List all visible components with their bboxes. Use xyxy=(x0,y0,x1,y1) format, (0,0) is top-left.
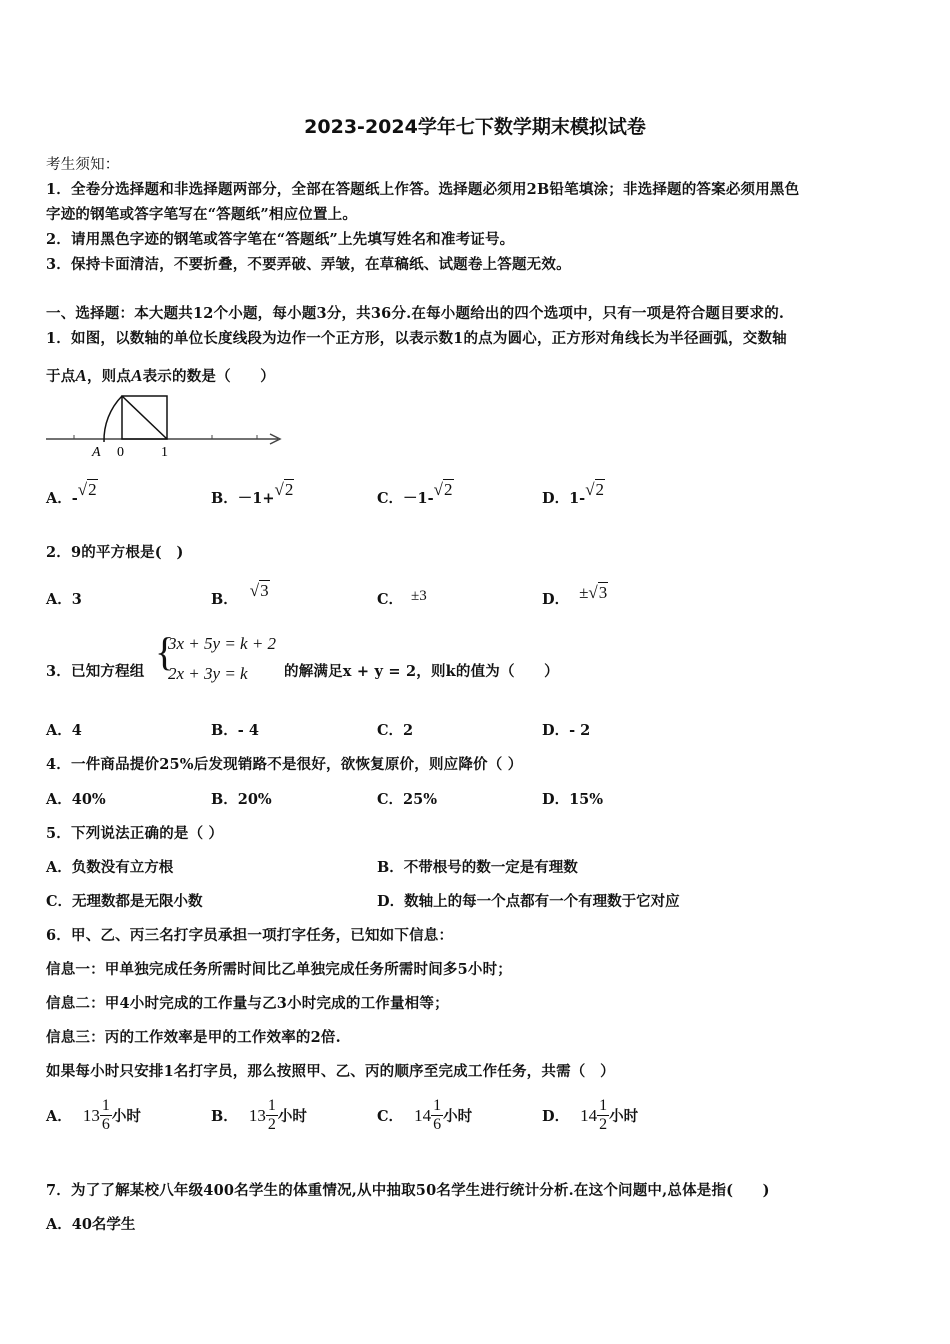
q6-info-3: 信息三：丙的工作效率是甲的工作效率的2倍. xyxy=(46,1029,341,1046)
q2-stem: 2．9的平方根是( ) xyxy=(46,544,184,561)
notice-item-1-line-2: 字迹的钢笔或答字笔写在“答题纸”相应位置上。 xyxy=(46,206,358,223)
q6-question: 如果每小时只安排1名打字员，那么按照甲、乙、丙的顺序至完成工作任务，共需（ ） xyxy=(46,1063,615,1080)
q3-option-b: B．- 4 xyxy=(211,722,259,739)
q4-option-a: A．40% xyxy=(46,791,106,808)
q6-option-d: D． 14 $\frac{1}{2}$ 小时 xyxy=(542,1097,639,1133)
q4-option-c: C．25% xyxy=(377,791,437,808)
page-title: 2023-2024学年七下数学期末模拟试卷 xyxy=(304,116,646,138)
label-a: A xyxy=(92,445,101,460)
q5-stem: 5．下列说法正确的是（ ） xyxy=(46,825,224,842)
notice-item-1-line-1: 1．全卷分选择题和非选择题两部分，全部在答题纸上作答。选择题必须用2B铅笔填涂；非选择题的答案必须用黑色 xyxy=(46,181,800,198)
q2-option-a: A．3 xyxy=(46,591,82,608)
q3-stem-suffix: 的解满足x + y = 2，则k的值为（ ） xyxy=(284,663,559,680)
q7-option-a: A．40名学生 xyxy=(46,1216,136,1233)
q3-stem-prefix: 3．已知方程组 xyxy=(46,663,145,680)
q1-option-c: C．－1-√2 xyxy=(377,480,453,507)
q3-equation-2: 2x + 3y = k xyxy=(168,664,248,683)
q5-option-a: A．负数没有立方根 xyxy=(46,859,174,876)
q4-option-d: D．15% xyxy=(542,791,604,808)
notice-item-3: 3．保持卡面清洁，不要折叠，不要弄破、弄皱，在草稿纸、试题卷上答题无效。 xyxy=(46,256,571,273)
q6-info-1: 信息一：甲单独完成任务所需时间比乙单独完成任务所需时间多5小时； xyxy=(46,961,512,978)
q6-info-2: 信息二：甲4小时完成的工作量与乙3小时完成的工作量相等； xyxy=(46,995,449,1012)
q1-option-a: A．-√2 xyxy=(46,480,97,507)
section-heading: 一、选择题：本大题共12个小题，每小题3分，共36分.在每小题给出的四个选项中，只有一项是符合题目要求的. xyxy=(46,305,785,322)
q2-option-d: D． ±√3 xyxy=(542,583,608,608)
q1-option-b: B．－1+√2 xyxy=(211,480,294,507)
q4-option-b: B．20% xyxy=(211,791,272,808)
q5-option-c: C．无理数都是无限小数 xyxy=(46,893,203,910)
q5-option-d: D．数轴上的每一个点都有一个有理数于它对应 xyxy=(377,893,680,910)
q5-option-b: B．不带根号的数一定是有理数 xyxy=(377,859,578,876)
system-brace: { xyxy=(155,629,175,674)
q6-stem: 6．甲、乙、丙三名打字员承担一项打字任务，已知如下信息： xyxy=(46,927,454,944)
q1-option-d: D．1-√2 xyxy=(542,480,605,507)
square-diagonal xyxy=(122,396,167,439)
q1-stem-line-2: 于点A，则点A表示的数是（ ） xyxy=(46,366,275,385)
q1-stem-line-1: 1．如图，以数轴的单位长度线段为边作一个正方形，以表示数1的点为圆心，正方形对角线长为半径画弧，交数轴 xyxy=(46,330,787,347)
q7-stem: 7．为了了解某校八年级400名学生的体重情况,从中抽取50名学生进行统计分析.在这个问题中,总体是指( ) xyxy=(46,1182,770,1199)
notice-item-2: 2．请用黑色字迹的钢笔或答字笔在“答题纸”上先填写姓名和准考证号。 xyxy=(46,231,515,248)
q3-option-a: A．4 xyxy=(46,722,82,739)
q2-option-b: B． √3 xyxy=(211,581,269,608)
label-one: 1 xyxy=(161,445,168,460)
q3-option-c: C．2 xyxy=(377,722,414,739)
number-line-figure xyxy=(40,390,290,462)
q3-option-d: D．- 2 xyxy=(542,722,591,739)
q6-option-b: B． 13 $\frac{1}{2}$ 小时 xyxy=(211,1097,307,1133)
q3-equation-1: 3x + 5y = k + 2 xyxy=(168,634,277,653)
q2-option-c: C． ±3 xyxy=(377,588,427,608)
q4-stem: 4．一件商品提价25%后发现销路不是很好，欲恢复原价，则应降价（ ） xyxy=(46,756,523,773)
q6-option-a: A． 13 $\frac{1}{6}$ 小时 xyxy=(46,1097,141,1133)
arc xyxy=(104,396,122,442)
notice-heading: 考生须知： xyxy=(46,157,120,173)
label-zero: 0 xyxy=(117,445,124,460)
q6-option-c: C． 14 $\frac{1}{6}$ 小时 xyxy=(377,1097,473,1133)
